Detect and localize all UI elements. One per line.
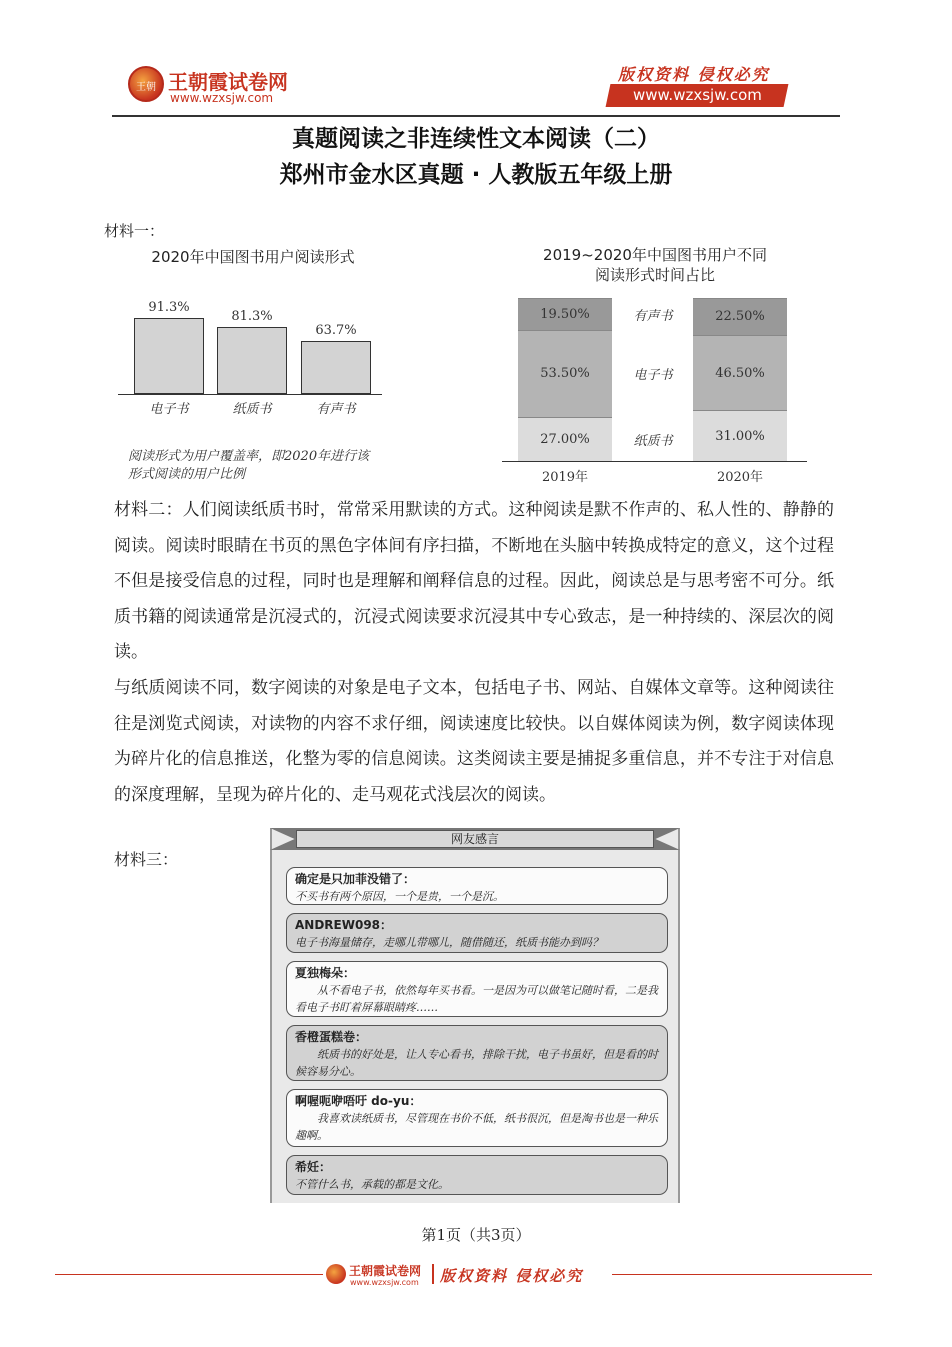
- footer-copyright: 版权资料 侵权必究: [440, 1267, 584, 1285]
- comment-text: 我喜欢读纸质书，尽管现在书价不低，纸书很沉，但是淘书也是一种乐趣啊。: [295, 1112, 658, 1142]
- material2-paragraph-1: 材料二：人们阅读纸质书时，常常采用默读的方式。这种阅读是默不作声的、私人性的、静静的阅读。阅读时眼睛在书页的黑色字体间有序扫描，不断地在头脑中转换成特定的意义，这个过程不但是接受信息的过程，同时也是理解和阐释信息的过程。因此，阅读总是与思考密不可分。纸质书籍的阅读通常是沉浸式的，沉浸式阅读要求沉浸其中专心致志，是一种持续的、深层次的阅读。: [114, 500, 834, 662]
- chart1-value-label: 63.7%: [315, 323, 357, 339]
- chart1-bar: [134, 318, 204, 394]
- page-number: 第1页（共3页）: [421, 1226, 531, 1244]
- comment-text: 不买书有两个原因，一个是贵，一个是沉。: [295, 890, 504, 903]
- comment-author: 确定是只加菲没错了：: [295, 872, 416, 886]
- comment-text: 电子书海量储存，走哪儿带哪儿，随借随还，纸质书能办到吗？: [295, 936, 603, 949]
- chart1-category-label: 有声书: [316, 402, 356, 417]
- chart1-note: 阅读形式为用户覆盖率，即2020年进行该形式阅读的用户比例: [128, 449, 370, 482]
- header-divider: [112, 115, 840, 117]
- comment-text: 不管什么书，承载的都是文化。: [295, 1178, 449, 1191]
- chart2-category-label: 2019年: [541, 470, 589, 485]
- chart2-title-line2: 阅读形式时间占比: [594, 266, 715, 284]
- chart1-title: 2020年中国图书用户阅读形式: [151, 248, 355, 266]
- chart2-title-line1: 2019~2020年中国图书用户不同: [543, 246, 767, 264]
- chart2-category-label: 2020年: [716, 470, 764, 485]
- chart2-x-axis: [502, 461, 807, 462]
- chart2-series-label: 纸质书: [633, 433, 673, 449]
- chart1-value-label: 91.3%: [148, 300, 190, 316]
- material3-label: 材料三：: [114, 850, 179, 869]
- comment-bubble: [286, 1089, 668, 1147]
- footer-logo-icon: [326, 1264, 346, 1284]
- chart1-bar: [301, 341, 371, 394]
- chart2-segment: 22.50%: [693, 298, 787, 335]
- comment-bubble: [286, 1155, 668, 1195]
- footer-divider-right: [612, 1274, 872, 1275]
- comment-bubble: [286, 867, 668, 905]
- logo-icon: [128, 66, 164, 102]
- material2-paragraph-2: 与纸质阅读不同，数字阅读的对象是电子文本，包括电子书、网站、自媒体文章等。这种阅读往往是浏览式阅读，对读物的内容不求仔细，阅读速度比较快。以自媒体阅读为例，数字阅读体现为碎片化的信息推送，化整为零的信息阅读。这类阅读主要是捕捉多重信息，并不专注于对信息的深度理解，呈现为碎片化的、走马观花式浅层次的阅读。: [114, 678, 834, 805]
- comment-author: 夏独梅朵：: [295, 966, 356, 980]
- brand-url[interactable]: www.wzxsjw.com: [170, 91, 274, 105]
- material1-label: 材料一：: [104, 222, 165, 240]
- chart1-category-label: 纸质书: [232, 402, 272, 417]
- chart1-bar: [217, 327, 287, 394]
- url-banner[interactable]: [606, 84, 789, 107]
- comment-bubble: [286, 913, 668, 953]
- chart1-value-label: 81.3%: [231, 308, 273, 324]
- logo-text: 王朝: [136, 82, 156, 93]
- chart2-title: [500, 245, 810, 285]
- chart1-x-axis: [118, 394, 382, 395]
- footer-separator: [432, 1264, 434, 1284]
- page-title: 真题阅读之非连续性文本阅读（二）: [292, 126, 660, 152]
- comment-bubble: [286, 961, 668, 1017]
- comment-text: 纸质书的好处是，让人专心看书，排除干扰，电子书虽好，但是看的时候容易分心。: [295, 1048, 658, 1078]
- chart2-segment: 53.50%: [518, 330, 612, 417]
- copyright-notice: 版权资料 侵权必究: [618, 65, 770, 84]
- comments-title: 网友感言: [296, 830, 654, 848]
- footer-brand: 王朝霞试卷网: [349, 1264, 422, 1278]
- chart1-category-label: 电子书: [149, 402, 189, 417]
- comment-bubble: [286, 1025, 668, 1081]
- page-subtitle: 郑州市金水区真题 · 人教版五年级上册: [279, 162, 673, 188]
- chart2-segment: 27.00%: [518, 417, 612, 461]
- chart2-series-label: 电子书: [633, 368, 673, 384]
- url-banner-text: www.wzxsjw.com: [632, 86, 762, 104]
- chart2-segment: 46.50%: [693, 335, 787, 411]
- brand-name: 王朝霞试卷网: [168, 70, 288, 94]
- comment-author: 香橙蛋糕卷：: [295, 1030, 368, 1044]
- chart2-segment: 19.50%: [518, 298, 612, 330]
- chart2-segment: 31.00%: [693, 410, 787, 461]
- footer-url[interactable]: www.wzxsjw.com: [350, 1278, 419, 1287]
- comment-author: 希妊：: [295, 1160, 332, 1174]
- chart2-series-label: 有声书: [633, 308, 673, 324]
- footer-divider-left: [55, 1274, 323, 1275]
- comment-author: 啊喔呃咿唔吁 do-yu：: [295, 1094, 422, 1108]
- comment-author: ANDREW098：: [295, 918, 393, 932]
- comment-text: 从不看电子书，依然每年买书看。一是因为可以做笔记随时看，二是我看电子书盯着屏幕眼睛疼……: [295, 984, 658, 1014]
